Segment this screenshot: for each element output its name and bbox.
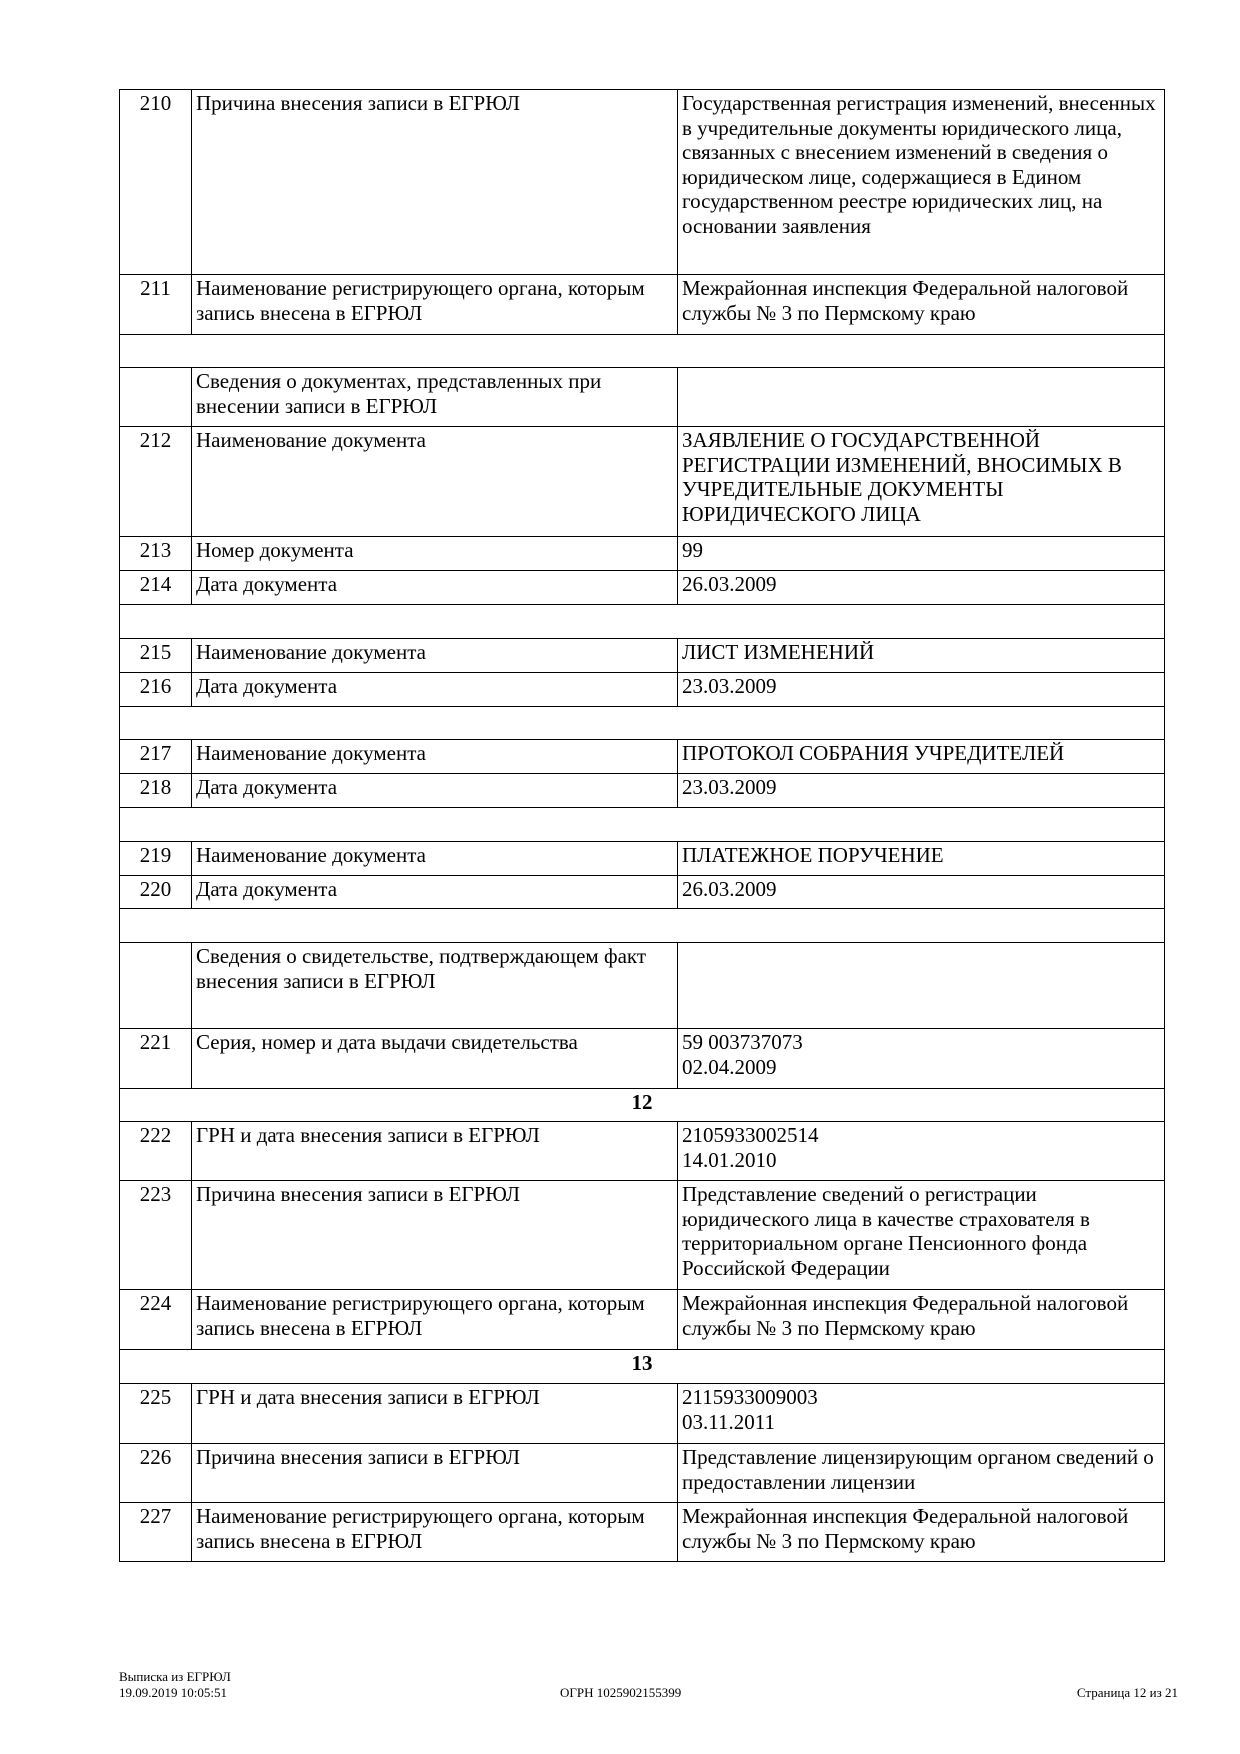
row-number: 221 (120, 1029, 192, 1089)
blank-cell (120, 909, 1165, 943)
table-row (120, 427, 1165, 537)
blank-cell (120, 605, 1165, 639)
field-value: ПЛАТЕЖНОЕ ПОРУЧЕНИЕ (678, 842, 1165, 876)
blank-separator-row (120, 335, 1165, 368)
row-number: 214 (120, 571, 192, 605)
table-row (120, 275, 1165, 335)
section-number: 12 (120, 1089, 1165, 1122)
row-number: 227 (120, 1503, 192, 1562)
table-row (120, 1503, 1165, 1562)
row-number: 226 (120, 1444, 192, 1503)
field-label: Наименование документа (192, 427, 678, 537)
table-row (120, 571, 1165, 605)
field-value: ПРОТОКОЛ СОБРАНИЯ УЧРЕДИТЕЛЕЙ (678, 740, 1165, 774)
blank-cell (120, 335, 1165, 368)
row-number: 210 (120, 90, 192, 275)
field-value: 59 003737073 02.04.2009 (678, 1029, 1165, 1089)
field-label: Наименование документа (192, 740, 678, 774)
row-number: 217 (120, 740, 192, 774)
footer-datetime: 19.09.2019 10:05:51 (119, 1685, 227, 1700)
field-value: Государственная регистрация изменений, внесенных в учредительные документы юридического лица, связанных с внесением изменений в сведения о юридическом лице, содержащиеся в Едином государственном реестре юридических лиц, на основании заявления (678, 90, 1165, 275)
field-value: Представление сведений о регистрации юридического лица в качестве страхователя в территориальном органе Пенсионного фонда Российской Федерации (678, 1181, 1165, 1290)
row-number: 213 (120, 537, 192, 571)
table-row (120, 876, 1165, 909)
footer-left (119, 1669, 231, 1701)
table-row (120, 673, 1165, 707)
field-label: Номер документа (192, 537, 678, 571)
field-value: 2115933009003 03.11.2011 (678, 1384, 1165, 1444)
table-row (120, 1181, 1165, 1290)
row-number (120, 368, 192, 427)
field-value (678, 368, 1165, 427)
field-value: Межрайонная инспекция Федеральной налоговой службы № 3 по Пермскому краю (678, 275, 1165, 335)
field-value: ЗАЯВЛЕНИЕ О ГОСУДАРСТВЕННОЙ РЕГИСТРАЦИИ ИЗМЕНЕНИЙ, ВНОСИМЫХ В УЧРЕДИТЕЛЬНЫЕ ДОКУМЕНТЫ ЮРИДИЧЕСКОГО ЛИЦА (678, 427, 1165, 537)
table-row (120, 1384, 1165, 1444)
field-label: Сведения о свидетельстве, подтверждающем факт внесения записи в ЕГРЮЛ (192, 943, 678, 1029)
field-value: 26.03.2009 (678, 876, 1165, 909)
footer-ogrn: ОГРН 1025902155399 (560, 1685, 682, 1700)
row-number (120, 943, 192, 1029)
field-value: 23.03.2009 (678, 673, 1165, 707)
row-number: 222 (120, 1122, 192, 1181)
field-label: Дата документа (192, 571, 678, 605)
row-number: 219 (120, 842, 192, 876)
field-value (678, 943, 1165, 1029)
table-row (120, 368, 1165, 427)
field-value: 99 (678, 537, 1165, 571)
field-label: Дата документа (192, 774, 678, 808)
egrul-records-table (119, 89, 1165, 1562)
field-value: Межрайонная инспекция Федеральной налоговой службы № 3 по Пермскому краю (678, 1290, 1165, 1350)
table-row (120, 943, 1165, 1029)
field-label: Причина внесения записи в ЕГРЮЛ (192, 1444, 678, 1503)
field-label: Дата документа (192, 876, 678, 909)
table-row (120, 1029, 1165, 1089)
field-value: ЛИСТ ИЗМЕНЕНИЙ (678, 639, 1165, 673)
table-row (120, 1444, 1165, 1503)
field-label: Наименование документа (192, 842, 678, 876)
section-number: 13 (120, 1350, 1165, 1384)
field-label: ГРН и дата внесения записи в ЕГРЮЛ (192, 1122, 678, 1181)
table-row (120, 740, 1165, 774)
field-label: Наименование документа (192, 639, 678, 673)
field-value: Представление лицензирующим органом сведений о предоставлении лицензии (678, 1444, 1165, 1503)
table-row (120, 90, 1165, 275)
field-label: Причина внесения записи в ЕГРЮЛ (192, 1181, 678, 1290)
field-label: Наименование регистрирующего органа, которым запись внесена в ЕГРЮЛ (192, 1290, 678, 1350)
field-label: ГРН и дата внесения записи в ЕГРЮЛ (192, 1384, 678, 1444)
row-number: 224 (120, 1290, 192, 1350)
blank-separator-row (120, 707, 1165, 740)
row-number: 225 (120, 1384, 192, 1444)
table-row (120, 1122, 1165, 1181)
row-number: 212 (120, 427, 192, 537)
blank-cell (120, 808, 1165, 842)
field-label: Серия, номер и дата выдачи свидетельства (192, 1029, 678, 1089)
table-row (120, 1290, 1165, 1350)
field-value: Межрайонная инспекция Федеральной налоговой службы № 3 по Пермскому краю (678, 1503, 1165, 1562)
footer-doc-title: Выписка из ЕГРЮЛ (119, 1669, 231, 1684)
field-label: Наименование регистрирующего органа, которым запись внесена в ЕГРЮЛ (192, 275, 678, 335)
field-value: 2105933002514 14.01.2010 (678, 1122, 1165, 1181)
row-number: 215 (120, 639, 192, 673)
row-number: 211 (120, 275, 192, 335)
field-label: Причина внесения записи в ЕГРЮЛ (192, 90, 678, 275)
blank-separator-row (120, 605, 1165, 639)
field-value: 26.03.2009 (678, 571, 1165, 605)
section-header-row (120, 1350, 1165, 1384)
table-row (120, 639, 1165, 673)
blank-separator-row (120, 808, 1165, 842)
field-label: Дата документа (192, 673, 678, 707)
field-label: Наименование регистрирующего органа, которым запись внесена в ЕГРЮЛ (192, 1503, 678, 1562)
row-number: 216 (120, 673, 192, 707)
table-row (120, 537, 1165, 571)
row-number: 223 (120, 1181, 192, 1290)
row-number: 220 (120, 876, 192, 909)
table-row (120, 842, 1165, 876)
blank-separator-row (120, 909, 1165, 943)
section-header-row (120, 1089, 1165, 1122)
footer-page-number: Страница 12 из 21 (1076, 1685, 1178, 1700)
table-row (120, 774, 1165, 808)
field-value: 23.03.2009 (678, 774, 1165, 808)
row-number: 218 (120, 774, 192, 808)
field-label: Сведения о документах, представленных при внесении записи в ЕГРЮЛ (192, 368, 678, 427)
blank-cell (120, 707, 1165, 740)
